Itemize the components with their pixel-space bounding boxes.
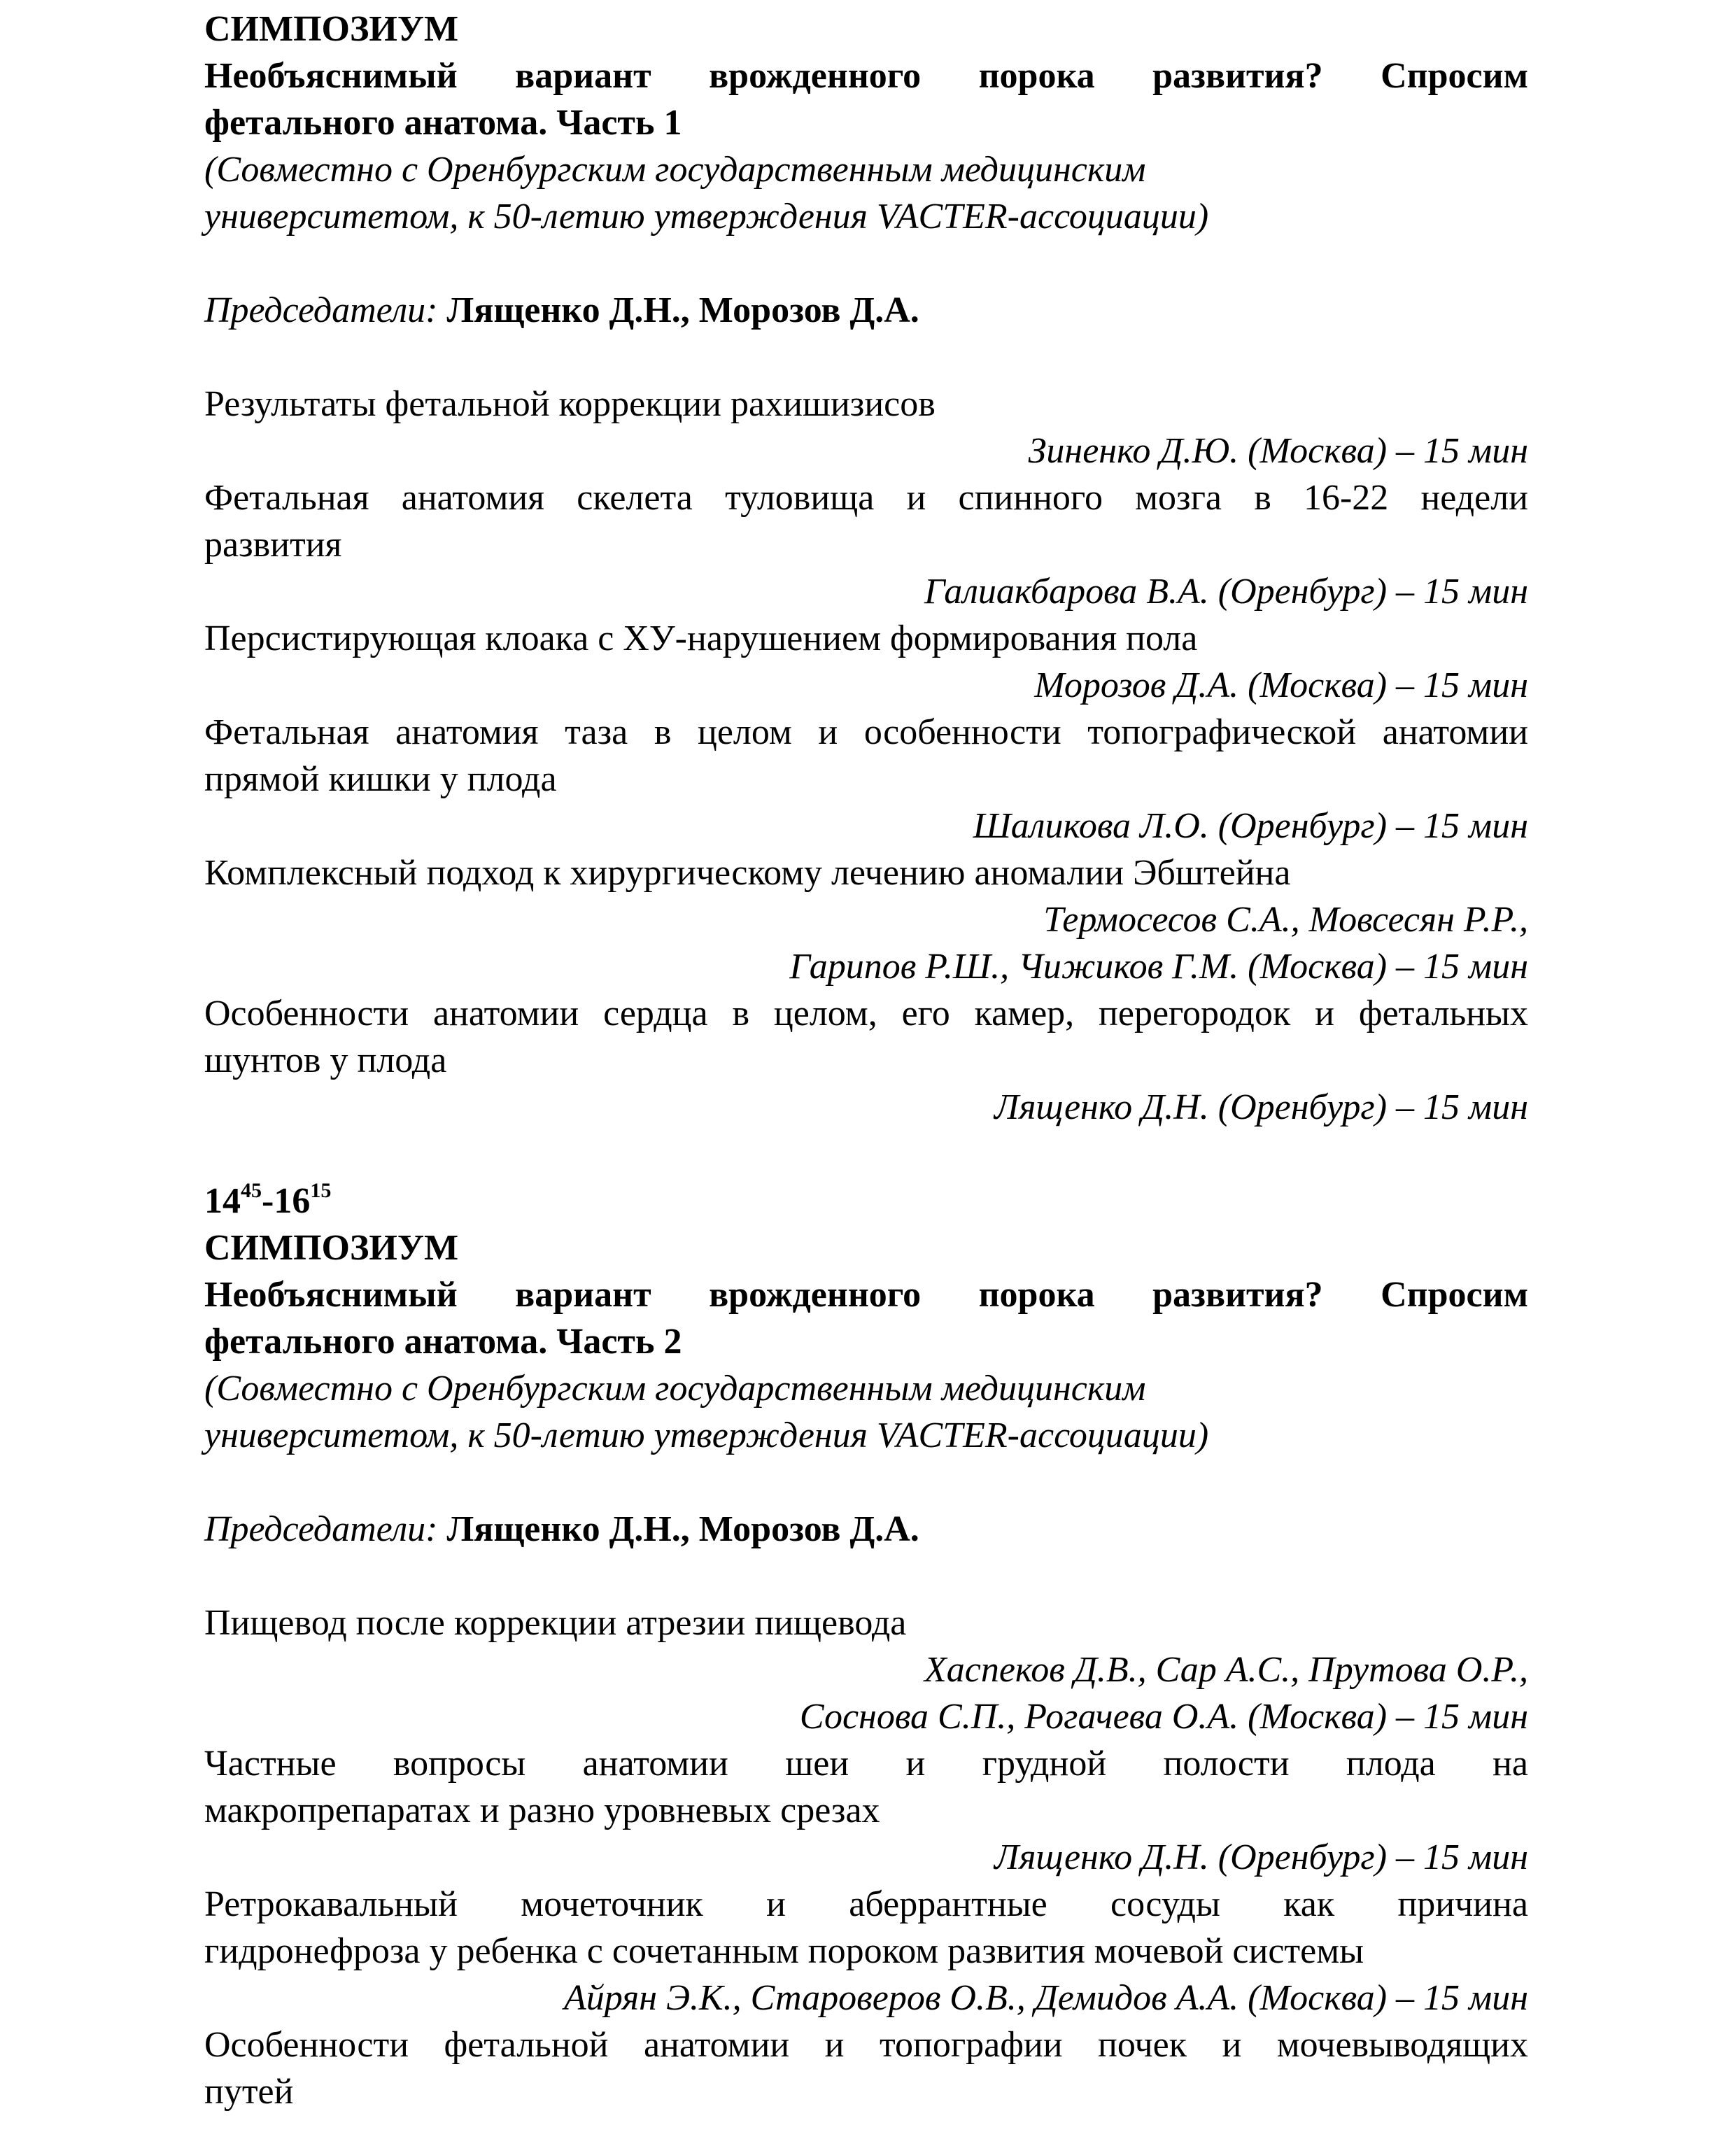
talk-item [204, 615, 1528, 709]
symposium-subtitle-line: университетом, к 50-летию утверждения VACTER-ассоциации) [204, 197, 1209, 237]
talk-title-line: макропрепаратах и разно уровневых срезах [204, 1791, 880, 1830]
talk-title-line: Фетальная анатомия скелета туловища и спинного мозга в 16-22 недели [204, 478, 1528, 518]
talk-list [204, 1600, 1528, 2115]
chairs-names: Лященко Д.Н., Морозов Д.А. [446, 1509, 919, 1549]
talk-item [204, 990, 1528, 1131]
talk-item [204, 849, 1528, 990]
talk-item [204, 474, 1528, 615]
talk-item [204, 1740, 1528, 1881]
talk-author-line: Гарипов Р.Ш., Чижиков Г.М. (Москва) – 15 мин [789, 947, 1528, 987]
talk-item [204, 709, 1528, 849]
talk-author-line: Морозов Д.А. (Москва) – 15 мин [1034, 665, 1528, 705]
talk-title-line: прямой кишки у плода [204, 759, 557, 799]
talk-item [204, 1600, 1528, 1740]
talk-author-line: Лященко Д.Н. (Оренбург) – 15 мин [994, 1087, 1528, 1127]
symposium-subtitle-line: (Совместно с Оренбургским государственным медицинским [204, 1369, 1146, 1409]
talk-title-line: Персистирующая клоака с ХУ-нарушением формирования пола [204, 619, 1198, 658]
talk-list [204, 381, 1528, 1131]
talk-author-line: Айрян Э.К., Староверов О.В., Демидов А.А. (Москва) – 15 мин [563, 1978, 1528, 2018]
time-end-minutes: 15 [310, 1178, 332, 1202]
time-end-hour: 16 [274, 1181, 311, 1221]
time-start-hour: 14 [204, 1181, 241, 1221]
session-time [204, 1178, 1528, 1224]
symposium-subtitle-line: (Совместно с Оренбургским государственным медицинским [204, 150, 1146, 190]
talk-title-line: шунтов у плода [204, 1040, 447, 1080]
time-start-minutes: 45 [241, 1178, 262, 1202]
talk-author-line: Шаликова Л.О. (Оренбург) – 15 мин [973, 806, 1528, 846]
symposium-2 [204, 1178, 1528, 2115]
symposium-title-line: Необъяснимый вариант врожденного порока развития? Спросим [204, 56, 1528, 96]
talk-title-line: развития [204, 525, 342, 565]
chairs [204, 287, 1528, 334]
chairs [204, 1506, 1528, 1553]
talk-author-line: Галиакбарова В.А. (Оренбург) – 15 мин [924, 572, 1528, 612]
talk-author-line: Соснова С.П., Рогачева О.А. (Москва) – 15 мин [799, 1697, 1528, 1737]
symposium-title-line: фетального анатома. Часть 2 [204, 1322, 682, 1362]
talk-title-line: путей [204, 2072, 294, 2112]
talk-title-line: Пищевод после коррекции атрезии пищевода [204, 1603, 907, 1643]
symposium-1 [204, 6, 1528, 1131]
talk-author-line: Зиненко Д.Ю. (Москва) – 15 мин [1028, 431, 1528, 471]
talk-title-line: Ретрокавальный мочеточник и аберрантные сосуды как причина [204, 1884, 1528, 1924]
talk-author-line: Лященко Д.Н. (Оренбург) – 15 мин [994, 1837, 1528, 1877]
talk-author-line: Термосесов С.А., Мовсесян Р.Р., [1043, 900, 1528, 940]
symposium-heading: СИМПОЗИУМ [204, 9, 459, 49]
chairs-label: Председатели: [204, 1509, 438, 1549]
talk-title-line: гидронефроза у ребенка с сочетанным пороком развития мочевой системы [204, 1931, 1364, 1971]
talk-title-line: Фетальная анатомия таза в целом и особенности топографической анатомии [204, 712, 1528, 752]
talk-item [204, 381, 1528, 474]
talk-title-line: Особенности анатомии сердца в целом, его камер, перегородок и фетальных [204, 994, 1528, 1033]
talk-item [204, 2021, 1528, 2115]
talk-item [204, 1881, 1528, 2021]
symposium-heading: СИМПОЗИУМ [204, 1228, 459, 1268]
symposium-title-line: Необъяснимый вариант врожденного порока развития? Спросим [204, 1275, 1528, 1315]
symposium-subtitle-line: университетом, к 50-летию утверждения VACTER-ассоциации) [204, 1416, 1209, 1455]
program-page [204, 0, 1528, 2115]
talk-author-line: Хаспеков Д.В., Сар А.С., Прутова О.Р., [924, 1650, 1528, 1690]
time-separator: - [262, 1181, 274, 1221]
talk-title-line: Комплексный подход к хирургическому лечению аномалии Эбштейна [204, 853, 1291, 893]
talk-title-line: Результаты фетальной коррекции рахишизисов [204, 384, 936, 424]
talk-title-line: Особенности фетальной анатомии и топографии почек и мочевыводящих [204, 2025, 1528, 2065]
chairs-label: Председатели: [204, 290, 438, 330]
talk-title-line: Частные вопросы анатомии шеи и грудной полости плода на [204, 1744, 1528, 1784]
chairs-names: Лященко Д.Н., Морозов Д.А. [446, 290, 919, 330]
symposium-title-line: фетального анатома. Часть 1 [204, 103, 682, 143]
